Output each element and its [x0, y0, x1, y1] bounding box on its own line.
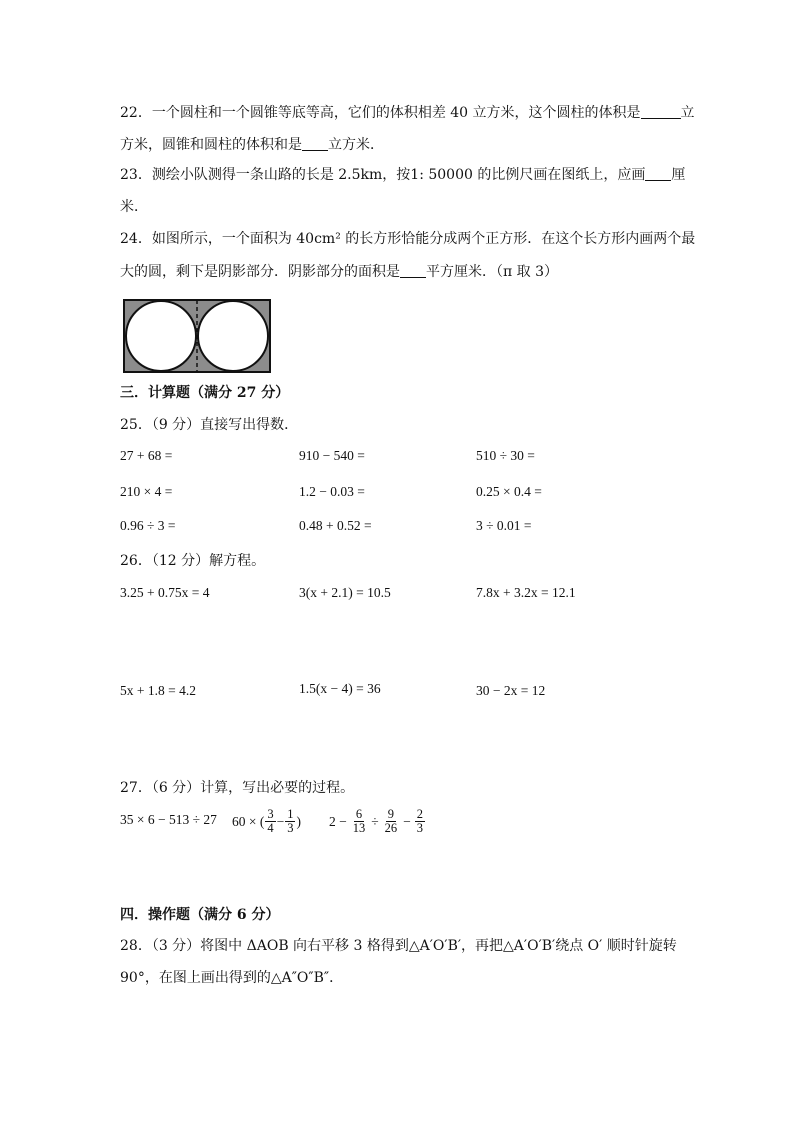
q25-title: 25．（9 分）直接写出得数．: [120, 417, 299, 433]
q22-blank-2[interactable]: [302, 136, 328, 151]
left-circle: [126, 301, 196, 371]
fraction: $\frac{6}{13}$: [352, 807, 366, 835]
two-circles-figure: [123, 299, 271, 373]
q26-equation: 30 − 2x = 12: [476, 683, 546, 698]
q28-line2: 90°，在图上画出得到的△A″O″B″．: [120, 970, 344, 986]
fraction: $\frac{2}{3}$: [416, 807, 424, 835]
q26-equation: 1.5(x − 4) = 36: [299, 681, 381, 696]
fraction: $\frac{1}{3}$: [287, 807, 294, 835]
q24-line2: 大的圆，剩下是阴影部分．阴影部分的面积是 平方厘米．（π 取 3）: [120, 264, 559, 280]
q28-line1: 28．（3 分）将图中 ΔAOB 向右平移 3 格得到△A′O′B′，再把△A′O′B′绕点 O′ 顺时针旋转: [120, 938, 677, 954]
q25-item: 27 + 68 =: [120, 448, 173, 463]
section3-title: 三．计算题（满分 27 分）: [120, 385, 290, 401]
q26-equation: 7.8x + 3.2x = 12.1: [476, 585, 576, 600]
q27-expression-2: 60 × ( $\frac{3}{4}$ − $\frac{1}{3}$ ): [232, 807, 301, 835]
q22-line2: 方米，圆锥和圆柱的体积和是 立方米．: [120, 137, 384, 153]
q25-item: 210 × 4 =: [120, 484, 173, 499]
q22-line1: 22．一个圆柱和一个圆锥等底等高，它们的体积相差 40 立方米，这个圆柱的体积是 立: [120, 105, 695, 121]
q23-line1: 23．测绘小队测得一条山路的长是 2.5km，按1: 50000 的比例尺画在图纸上，应画 厘: [120, 167, 686, 183]
q26-equation: 3.25 + 0.75x = 4: [120, 585, 210, 600]
right-circle: [198, 301, 268, 371]
q27-expression-3: 2 − $\frac{6}{13}$ ÷ $\frac{9}{26}$ − $\frac{2}{3}$: [329, 807, 424, 835]
q25-item: 0.96 ÷ 3 =: [120, 518, 176, 533]
q25-item: 1.2 − 0.03 =: [299, 484, 365, 499]
q24-line1: 24．如图所示，一个面积为 40cm² 的长方形恰能分成两个正方形．在这个长方形内画两个最: [120, 231, 696, 247]
q22-blank-1[interactable]: [641, 104, 681, 119]
q23-blank[interactable]: [645, 166, 671, 181]
q26-title: 26．（12 分）解方程。: [120, 553, 266, 569]
fraction: $\frac{3}{4}$: [267, 807, 274, 835]
q26-equation: 5x + 1.8 = 4.2: [120, 683, 196, 698]
q25-item: 0.25 × 0.4 =: [476, 484, 542, 499]
q23-line2: 米．: [120, 199, 148, 215]
fraction: $\frac{9}{26}$: [384, 807, 398, 835]
q25-item: 0.48 + 0.52 =: [299, 518, 372, 533]
section4-title: 四．操作题（满分 6 分）: [120, 907, 280, 923]
q25-item: 910 − 540 =: [299, 448, 365, 463]
q24-blank[interactable]: [400, 263, 426, 278]
q27-expression-1: 35 × 6 − 513 ÷ 27: [120, 812, 217, 827]
q26-equation: 3(x + 2.1) = 10.5: [299, 585, 391, 600]
q25-item: 3 ÷ 0.01 =: [476, 518, 532, 533]
q25-item: 510 ÷ 30 =: [476, 448, 535, 463]
q27-title: 27．（6 分）计算，写出必要的过程。: [120, 780, 355, 796]
